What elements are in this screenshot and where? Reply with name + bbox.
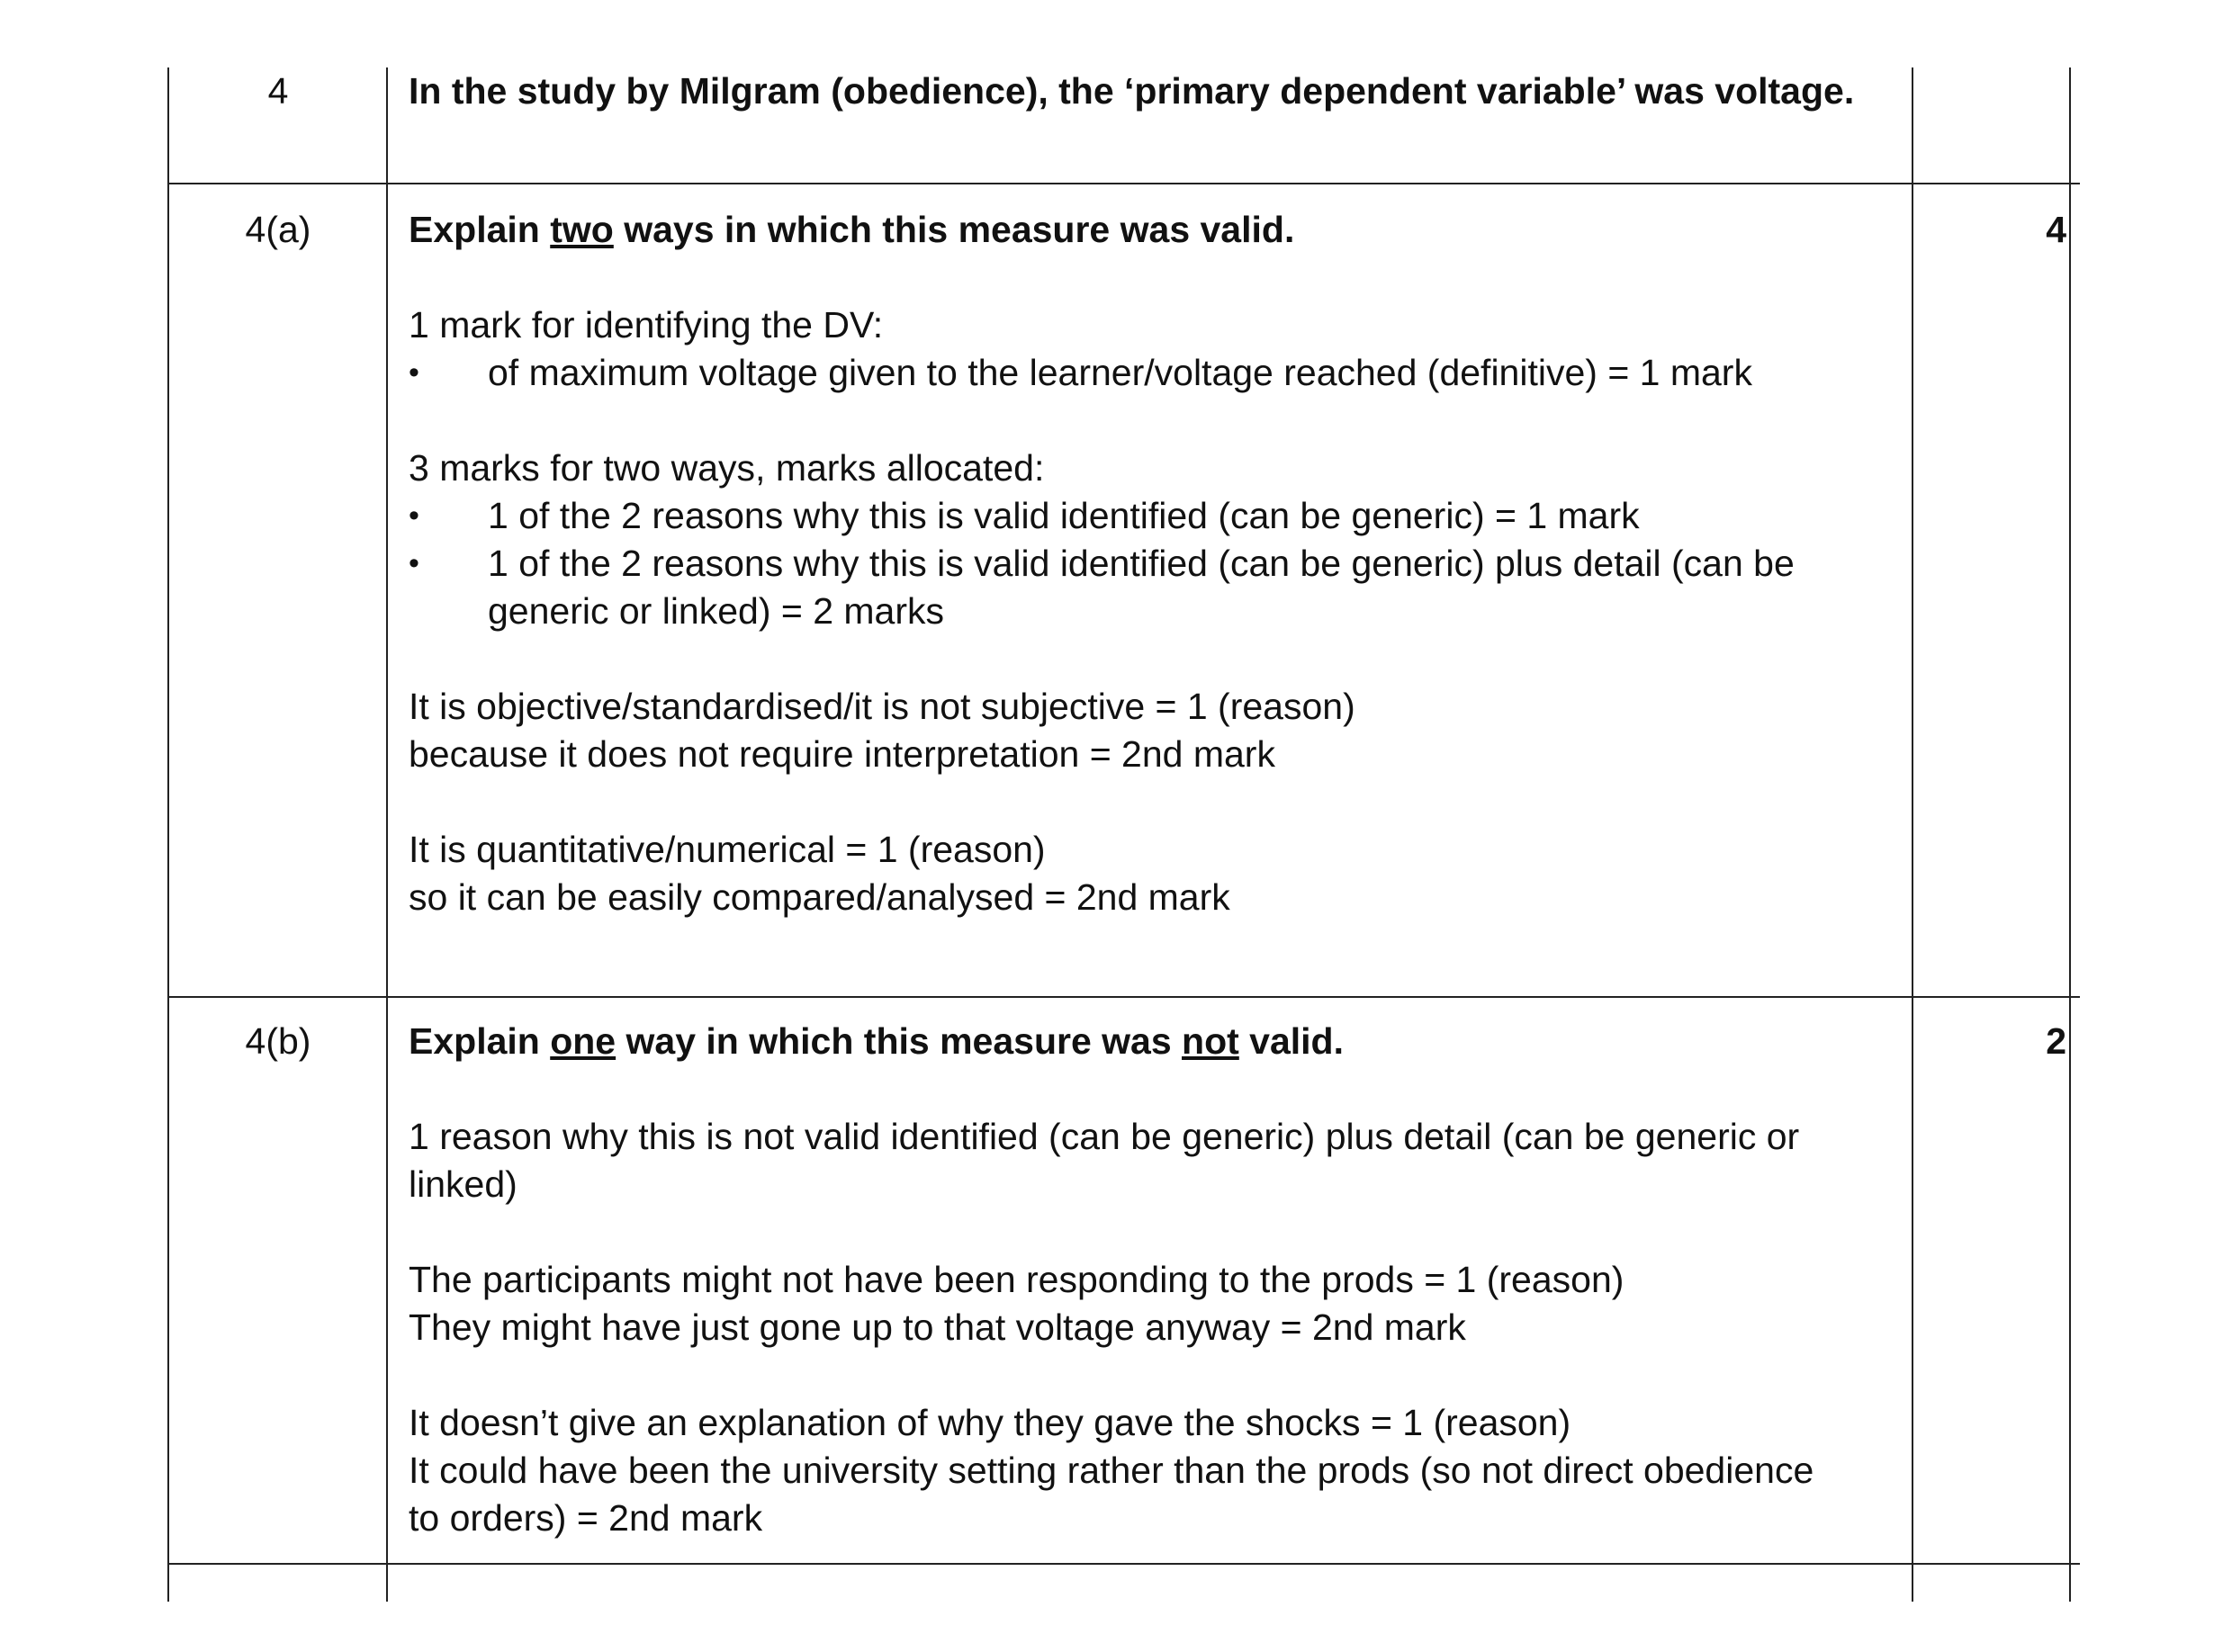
table-divider-question	[386, 67, 388, 1602]
table-border-left	[167, 67, 169, 1602]
bullet-list	[409, 492, 1885, 635]
question-text	[409, 1018, 1885, 1065]
question-number: 4	[267, 70, 289, 112]
question-text-part: ways in which this measure was valid.	[613, 209, 1295, 250]
bullet-text: 1 of the 2 reasons why this is valid identified (can be generic) plus detail (can be generic or linked) = 2 marks	[488, 543, 1795, 632]
question-emphasis: one	[550, 1020, 616, 1062]
row-divider-3	[167, 1563, 2080, 1565]
marks-value: 2	[2046, 1020, 2066, 1062]
marking-guidance: 1 mark for identifying the DV:	[409, 304, 884, 346]
marks-value: 4	[2046, 209, 2066, 250]
bullet-list	[409, 349, 1885, 397]
bullet-dot: •	[409, 498, 419, 533]
question-text-part: way in which this measure was	[616, 1020, 1183, 1062]
answer-cell-4a	[409, 206, 1885, 921]
answer-line: The participants might not have been responding to the prods = 1 (reason)	[409, 1259, 1624, 1300]
question-text-part: Explain	[409, 209, 551, 250]
bullet-dot: •	[409, 355, 419, 390]
table-divider-marks	[1912, 67, 1913, 1602]
answer-line: because it does not require interpretation = 2nd mark	[409, 733, 1275, 775]
row-divider-2	[167, 996, 2080, 998]
bullet-dot: •	[409, 546, 419, 580]
question-number: 4(b)	[245, 1020, 311, 1062]
marking-guidance: 1 reason why this is not valid identified (can be generic) plus detail (can be generic or linked)	[409, 1116, 1800, 1205]
question-text-part: valid.	[1238, 1020, 1344, 1062]
table-border-right	[2069, 67, 2071, 1602]
bullet-item	[409, 540, 1885, 635]
marking-guidance: 3 marks for two ways, marks allocated:	[409, 447, 1045, 489]
answer-line: It is quantitative/numerical = 1 (reason)	[409, 829, 1046, 870]
question-number: 4(a)	[245, 209, 311, 250]
question-emphasis: two	[550, 209, 614, 250]
answer-cell-4b	[409, 1018, 1885, 1542]
bullet-text: of maximum voltage given to the learner/voltage reached (definitive) = 1 mark	[488, 352, 1752, 393]
answer-line: so it can be easily compared/analysed = 2nd mark	[409, 876, 1230, 918]
answer-line: They might have just gone up to that voltage anyway = 2nd mark	[409, 1306, 1466, 1348]
answer-line: It could have been the university setting rather than the prods (so not direct obedience to orders) = 2nd mark	[409, 1450, 1814, 1539]
bullet-item	[409, 349, 1885, 397]
question-stem: In the study by Milgram (obedience), the ‘primary dependent variable’ was voltage.	[409, 70, 1855, 112]
bullet-text: 1 of the 2 reasons why this is valid identified (can be generic) = 1 mark	[488, 495, 1640, 536]
answer-line: It is objective/standardised/it is not subjective = 1 (reason)	[409, 686, 1355, 727]
bullet-item	[409, 492, 1885, 540]
answer-line: It doesn’t give an explanation of why they gave the shocks = 1 (reason)	[409, 1402, 1571, 1443]
question-text	[409, 206, 1885, 254]
question-emphasis: not	[1182, 1020, 1239, 1062]
question-text-part: Explain	[409, 1020, 551, 1062]
row-divider-1	[167, 183, 2080, 184]
